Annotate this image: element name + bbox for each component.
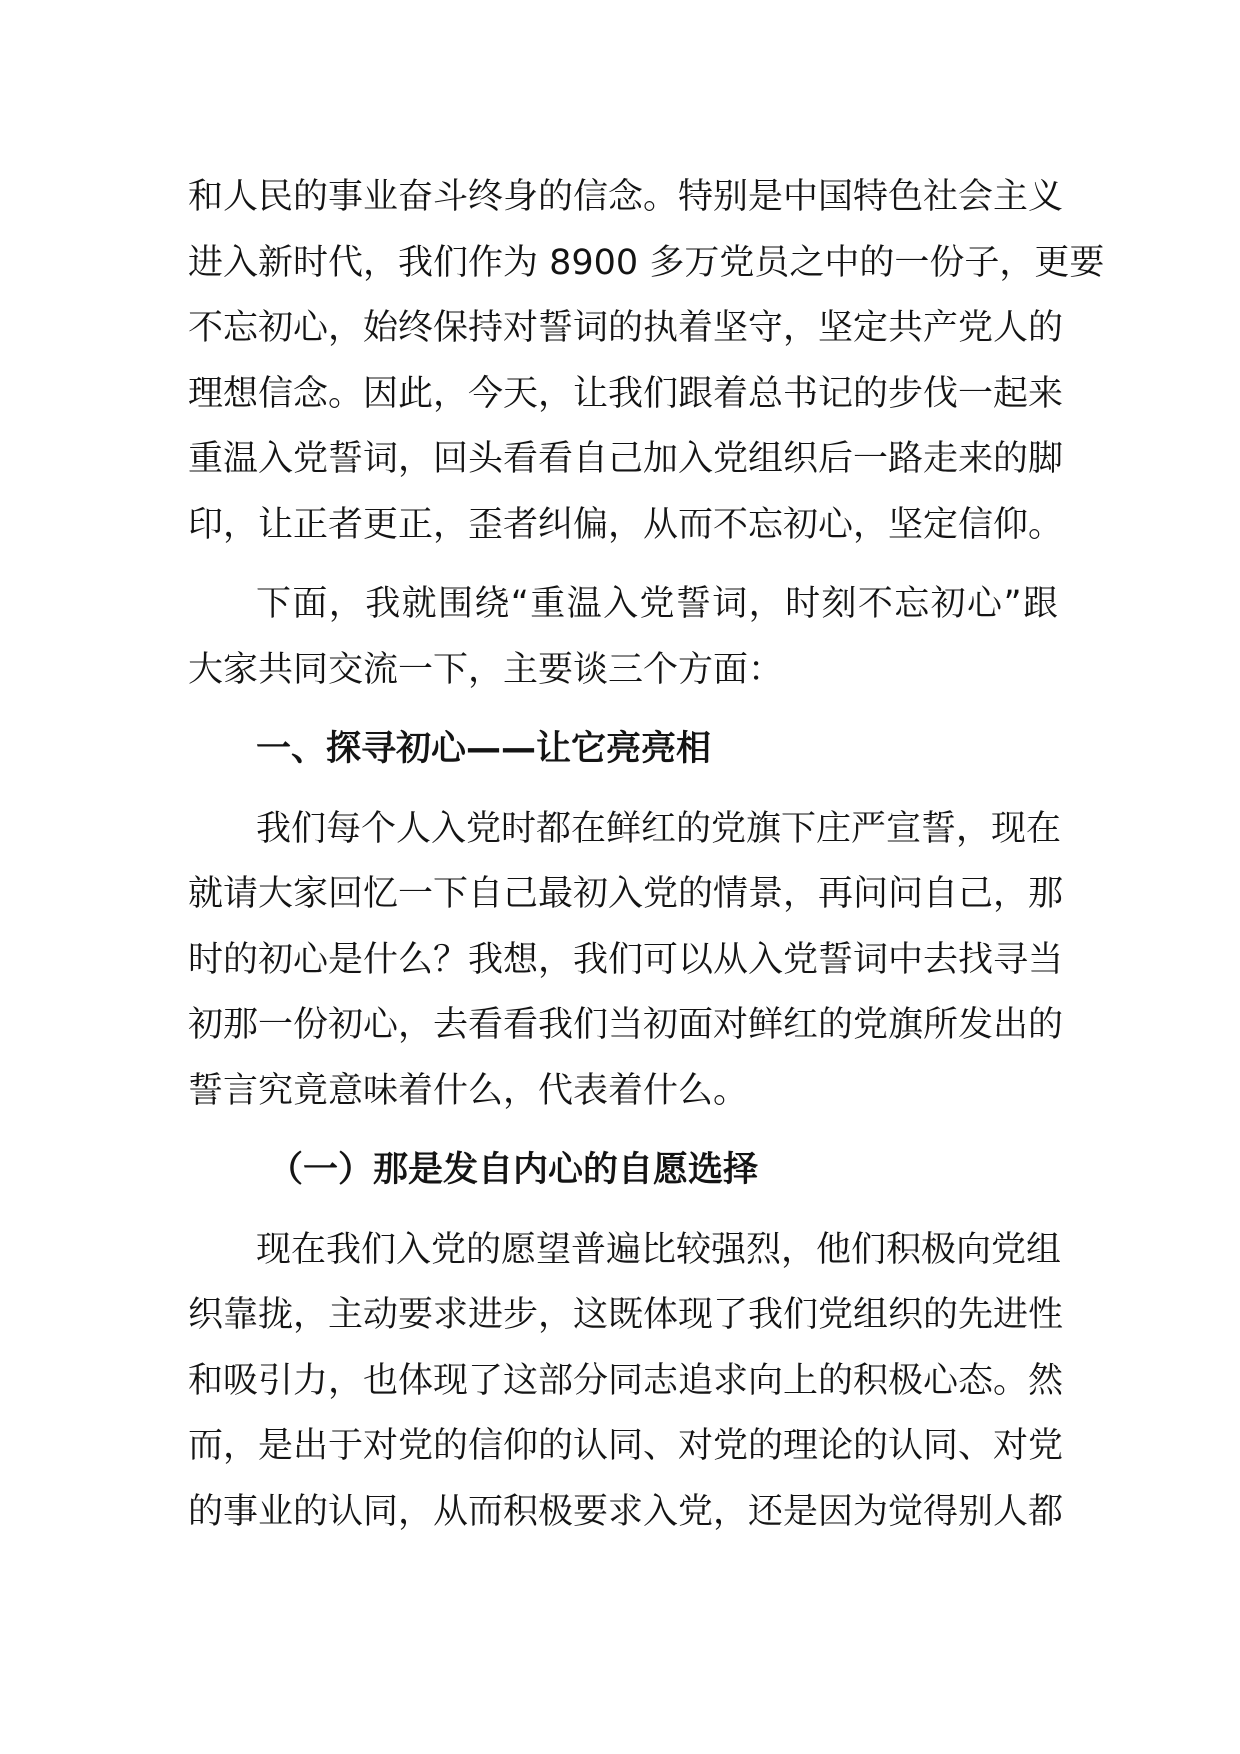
- document-body: [188, 165, 1105, 1545]
- text-line: 现在我们入党的愿望普遍比较强烈，他们积极向党组: [256, 1229, 1062, 1270]
- text-line: 不忘初心，始终保持对誓词的执着坚守，坚定共产党人的: [188, 308, 1064, 348]
- text-line: 誓言究竟意味着什么，代表着什么。: [188, 1070, 749, 1111]
- paragraph-1: [188, 165, 1105, 558]
- text-line: 而，是出于对党的信仰的认同、对党的理论的认同、对党: [188, 1426, 1064, 1466]
- text-line: 重温入党誓词，回头看看自己加入党组织后一路走来的脚: [188, 439, 1064, 479]
- text-line: 理想信念。因此，今天，让我们跟着总书记的步伐一起来: [188, 373, 1064, 414]
- paragraph-2: [188, 572, 1058, 703]
- text-line: 进入新时代，我们作为 8900 多万党员之中的一份子，更要: [188, 242, 1105, 283]
- text-line: 就请大家回忆一下自己最初入党的情景，再问问自己，那: [188, 874, 1064, 914]
- section-heading: 一、探寻初心——让它亮亮相: [256, 729, 712, 769]
- text-line: 的事业的认同，从而积极要求入党，还是因为觉得别人都: [188, 1491, 1064, 1532]
- text-line: 和吸引力，也体现了这部分同志追求向上的积极心态。然: [188, 1360, 1064, 1401]
- text-line: 时的初心是什么？我想，我们可以从入党誓词中去找寻当: [188, 939, 1064, 980]
- text-line: 织靠拢，主动要求进步，这既体现了我们党组织的先进性: [188, 1295, 1064, 1335]
- paragraph-3: [188, 797, 1064, 1125]
- text-line: 和人民的事业奋斗终身的信念。特别是中国特色社会主义: [188, 177, 1064, 217]
- text-line: 下面，我就围绕“重温入党誓词，时刻不忘初心”跟: [256, 584, 1058, 624]
- text-line: 大家共同交流一下，主要谈三个方面：: [188, 649, 784, 690]
- subsection-heading: （一）那是发自内心的自愿选择: [268, 1150, 759, 1190]
- text-line: 初那一份初心，去看看我们当初面对鲜红的党旗所发出的: [188, 1005, 1064, 1045]
- text-line: 我们每个人入党时都在鲜红的党旗下庄严宣誓，现在: [256, 808, 1062, 849]
- text-line: 印，让正者更正，歪者纠偏，从而不忘初心，坚定信仰。: [188, 504, 1064, 545]
- paragraph-4: [188, 1218, 1064, 1546]
